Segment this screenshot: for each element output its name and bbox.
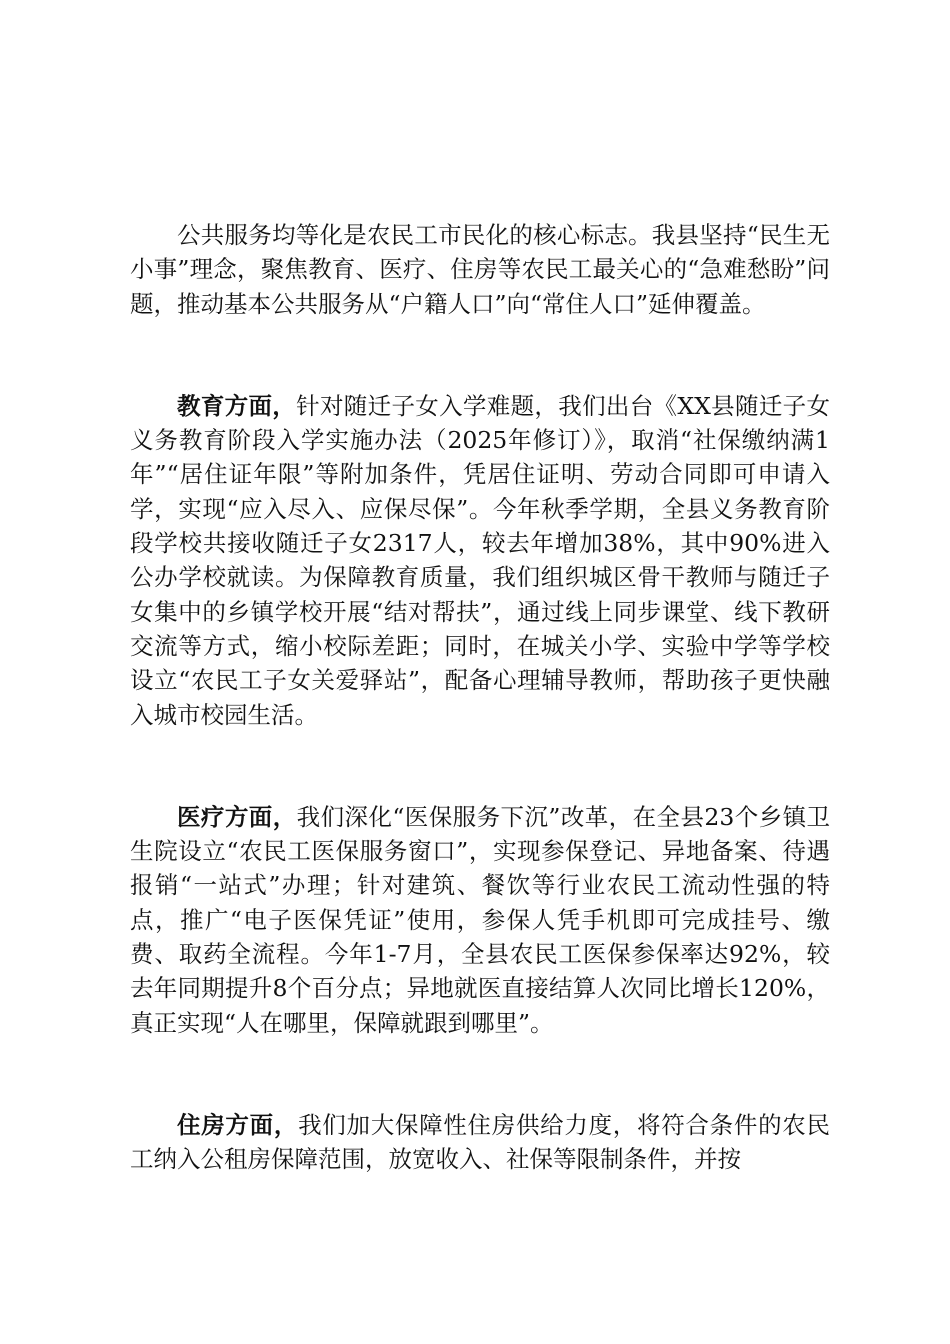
paragraph-lead: 医疗方面，: [177, 802, 297, 831]
paragraph-intro: [130, 218, 830, 321]
paragraph-text: 我们加大保障性住房供给力度，将符合条件的农民工纳入公租房保障范围，放宽收入、社保等限制条件，并按: [130, 1110, 831, 1174]
paragraph-text: 公共服务均等化是农民工市民化的核心标志。我县坚持“民生无小事”理念，聚焦教育、医疗、住房等农民工最关心的“急难愁盼”问题，推动基本公共服务从“户籍人口”向“常住人口”延伸覆盖。: [130, 221, 830, 318]
paragraph-education: [130, 389, 830, 732]
paragraph-medical: [130, 800, 830, 1040]
paragraph-housing: [130, 1108, 830, 1177]
paragraph-lead: 住房方面，: [177, 1110, 299, 1139]
document-body: [130, 218, 830, 1177]
paragraph-text: 针对随迁子女入学难题，我们出台《XX县随迁子女义务教育阶段入学实施办法（2025年修订）》，取消“社保缴纳满1年”“居住证年限”等附加条件，凭居住证明、劳动合同即可申请入学，实现“应入尽入、应保尽保”。今年秋季学期，全县义务教育阶段学校共接收随迁子女2317人，较去年增加38%，其中90%进入公办学校就读。为保障教育质量，我们组织城区骨干教师与随迁子女集中的乡镇学校开展“结对帮扶”，通过线上同步课堂、线下教研交流等方式，缩小校际差距；同时，在城关小学、实验中学等学校设立“农民工子女关爱驿站”，配备心理辅导教师，帮助孩子更快融入城市校园生活。: [130, 391, 830, 729]
paragraph-text: 我们深化“医保服务下沉”改革，在全县23个乡镇卫生院设立“农民工医保服务窗口”，实现参保登记、异地备案、待遇报销“一站式”办理；针对建筑、餐饮等行业农民工流动性强的特点，推广“电子医保凭证”使用，参保人凭手机即可完成挂号、缴费、取药全流程。今年1-7月，全县农民工医保参保率达92%，较去年同期提升8个百分点；异地就医直接结算人次同比增长120%，真正实现“人在哪里，保障就跟到哪里”。: [130, 802, 831, 1037]
paragraph-lead: 教育方面，: [177, 391, 297, 420]
